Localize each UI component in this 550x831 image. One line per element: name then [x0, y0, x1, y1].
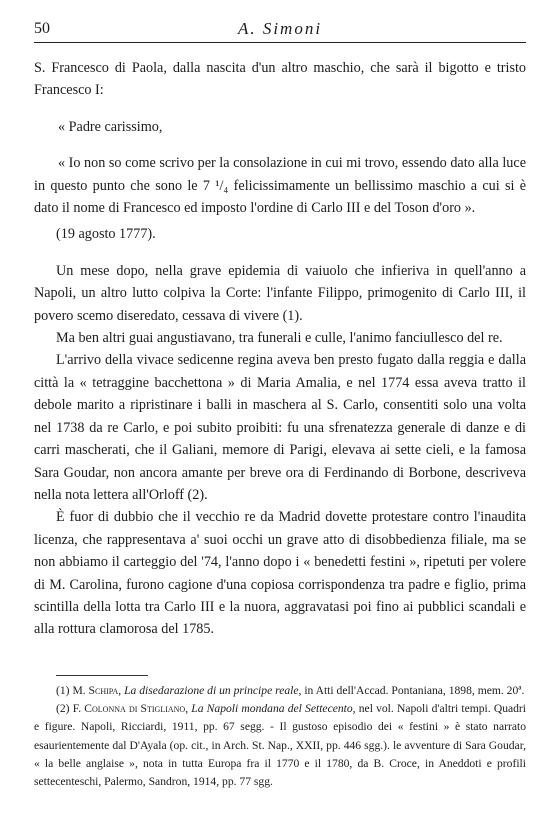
footnotes: [34, 682, 526, 792]
footnote-2: [34, 700, 526, 791]
letter-salutation: « Padre carissimo,: [58, 118, 163, 135]
footnote-divider: [56, 675, 148, 676]
footnote-1: [34, 682, 526, 700]
book-page: [34, 18, 526, 792]
paragraph: È fuor di dubbio che il vecchio re da Madrid dovette protestare contro l'inaudita licenza, che rappresentava a' suoi occhi un grave atto di disobbedienza filiale, ma se non abbiamo il carteggio del '74, l'anno dopo i « benedetti festini », ripetuti per volere di M. Carolina, furono cagione d'una copiosa corrispondenza tra padre e figlio, prima scintilla della lotta tra Carlo III e la nuora, aggravatasi poi fino ai pubblici scandali e alla rottura clamorosa del 1785.: [34, 509, 526, 638]
running-head: A. Simoni: [237, 19, 323, 38]
page-number: 50: [34, 20, 50, 37]
letter-date: (19 agosto 1777).: [56, 226, 156, 243]
footnote-citation: nel vol. Napoli d'altri tempi. Quadri e figure. Napoli, Ricciardi, 1911, pp. 67 segg. - Il gustoso episodio dei « festini » è stato narrato esaurientemente dal D'Ayala (op. cit., in Arch. St. Nap., XXII, pp. 446 sgg.). le avventure di Sara Goudar, « la belle anglaise », nota in tutta Europa fra il 1770 e il 1780, da B. Croce, in Aneddoti e profili settecenteschi, Palermo, Sandron, 1914, pp. 77 sgg.: [34, 702, 527, 789]
footnote-citation: in Atti dell'Accad. Pontaniana, 1898, mem. 20ª.: [304, 683, 525, 697]
footnote-author: F. Colonna di Stigliano,: [72, 702, 189, 716]
page-header: [34, 18, 526, 43]
footnote-number: (1): [56, 683, 70, 697]
paragraph: L'arrivo della vivace sedicenne regina aveva ben presto fugato dalla reggia e dalla città la « tetraggine bacchettona » di Maria Amalia, e nel 1774 essa aveva tratto il debole marito a ripristinare i balli in maschera al S. Carlo, consentiti solo una volta nel 1738 da re Carlo, e poi subito proibiti: fu una sfrenatezza generale di danze e di carri mascherati, che il Galiani, memore di Parigi, elevava ai sette cieli, e la famosa Sara Goudar, non ancora amante per breve ora di Ferdinando di Borbone, descriveva nella nota lettera all'Orloff (2).: [34, 352, 526, 503]
letter-quote: « Io non so come scrivo per la consolazione in cui mi trovo, essendo dato alla luce in questo punto che sono le 7 ¹/₄ felicissimamente un bellissimo maschio a cui si è dato il nome di Francesco ed imposto l'ordine di Carlo III e del Toson d'oro ».: [34, 155, 526, 217]
paragraph: Un mese dopo, nella grave epidemia di vaiuolo che infieriva in quell'anno a Napoli, un altro lutto colpiva la Corte: l'infante Filippo, primogenito di Carlo III, il povero scemo diseredato, cessava di vivere (1).: [34, 262, 526, 324]
footnote-title: La Napoli mondana del Settecento,: [191, 702, 356, 716]
paragraph: S. Francesco di Paola, dalla nascita d'un altro maschio, che sarà il bigotto e tristo Francesco I:: [34, 60, 526, 99]
footnote-title: La disedarazione di un principe reale,: [124, 683, 302, 697]
body-text: [34, 57, 526, 641]
footnote-author: M. Schipa,: [72, 683, 122, 697]
footnote-number: (2): [56, 702, 70, 716]
paragraph: Ma ben altri guai angustiavano, tra funerali e culle, l'animo fanciullesco del re.: [56, 330, 503, 347]
